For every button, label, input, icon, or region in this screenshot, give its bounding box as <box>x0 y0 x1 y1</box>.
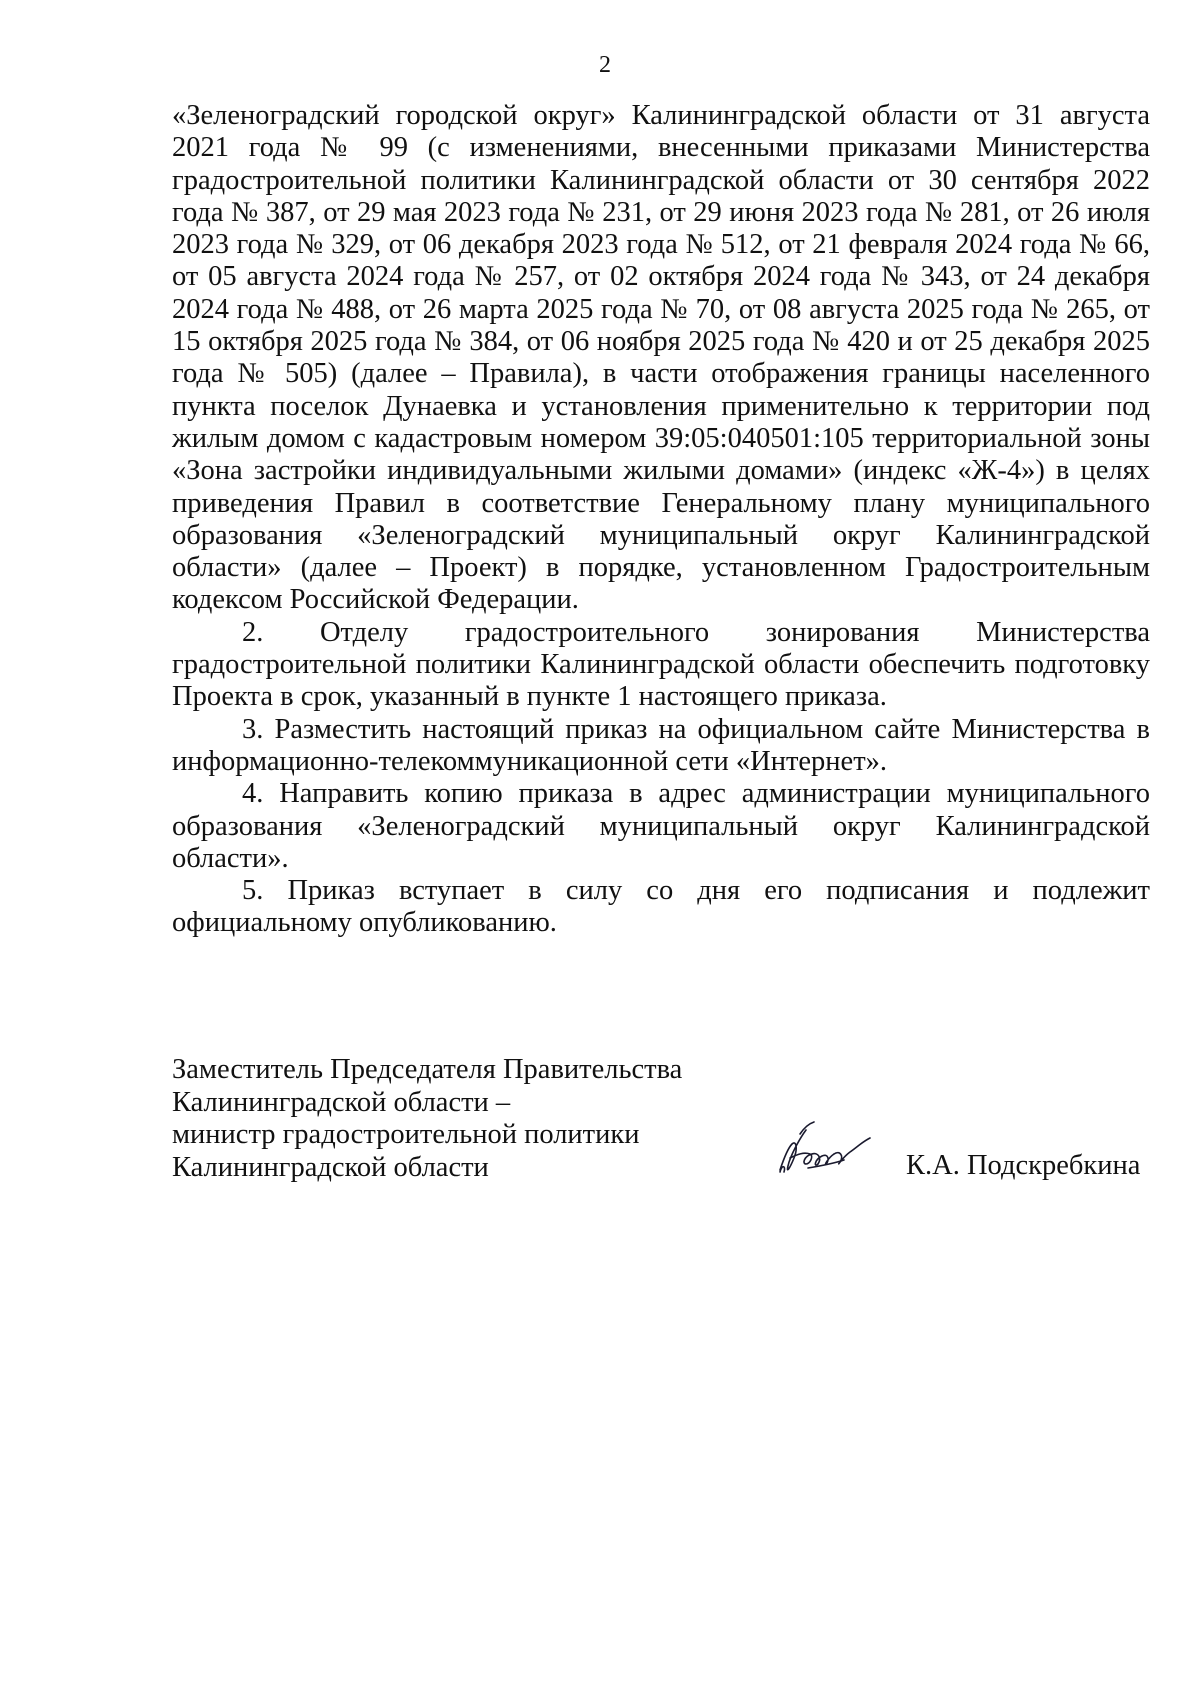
paragraph-5: 5. Приказ вступает в силу со дня его подписания и подлежит официальному опубликованию. <box>172 875 1150 939</box>
position-line: Заместитель Председателя Правительства <box>172 1054 683 1085</box>
position-line: министр градостроительной политики <box>172 1119 640 1150</box>
page-number: 2 <box>599 52 611 78</box>
paragraph-1-continuation: «Зеленоградский городской округ» Калининградской области от 31 августа 2021 года № 99 (с изменениями, внесенными приказами Министерства градостроительной политики Калининградской области от 30 сентября 2022 года № 387, от 29 мая 2023 года № 231, от 29 июня 2023 года № 281, от 26 июля 2023 года № 329, от 06 декабря 2023 года № 512, от 21 февраля 2024 года № 66, от 05 августа 2024 года № 257, от 02 октября 2024 года № 343, от 24 декабря 2024 года № 488, от 26 марта 2025 года № 70, от 08 августа 2025 года № 265, от 15 октября 2025 года № 384, от 06 ноября 2025 года № 420 и от 25 декабря 2025 года № 505) (далее – Правила), в части отображения границы населенного пункта поселок Дунаевка и установления применительно к территории под жилым домом с кадастровым номером 39:05:040501:105 территориальной зоны «Зона застройки индивидуальными жилыми домами» (индекс «Ж-4») в целях приведения Правил в соответствие Генеральному плану муниципального образования «Зеленоградский муниципальный округ Калининградской области» (далее – Проект) в порядке, установленном Градостроительным кодексом Российской Федерации. <box>172 100 1150 616</box>
document-body <box>172 100 1150 940</box>
signatory-position <box>172 1054 732 1184</box>
position-line: Калининградской области – <box>172 1086 511 1118</box>
handwritten-signature-icon <box>770 1108 890 1188</box>
signer-name: К.А. Подскребкина <box>906 1150 1141 1181</box>
paragraph-4: 4. Направить копию приказа в адрес администрации муниципального образования «Зеленоградский муниципальный округ Калининградской области». <box>172 778 1150 874</box>
paragraph-2: 2. Отделу градостроительного зонирования Министерства градостроительной политики Калининградской области обеспечить подготовку Проекта в срок, указанный в пункте 1 настоящего приказа. <box>172 616 1150 713</box>
paragraph-3: 3. Разместить настоящий приказ на официальном сайте Министерства в информационно-телекоммуникационной сети «Интернет». <box>172 713 1150 777</box>
position-line: Калининградской области <box>172 1151 489 1183</box>
